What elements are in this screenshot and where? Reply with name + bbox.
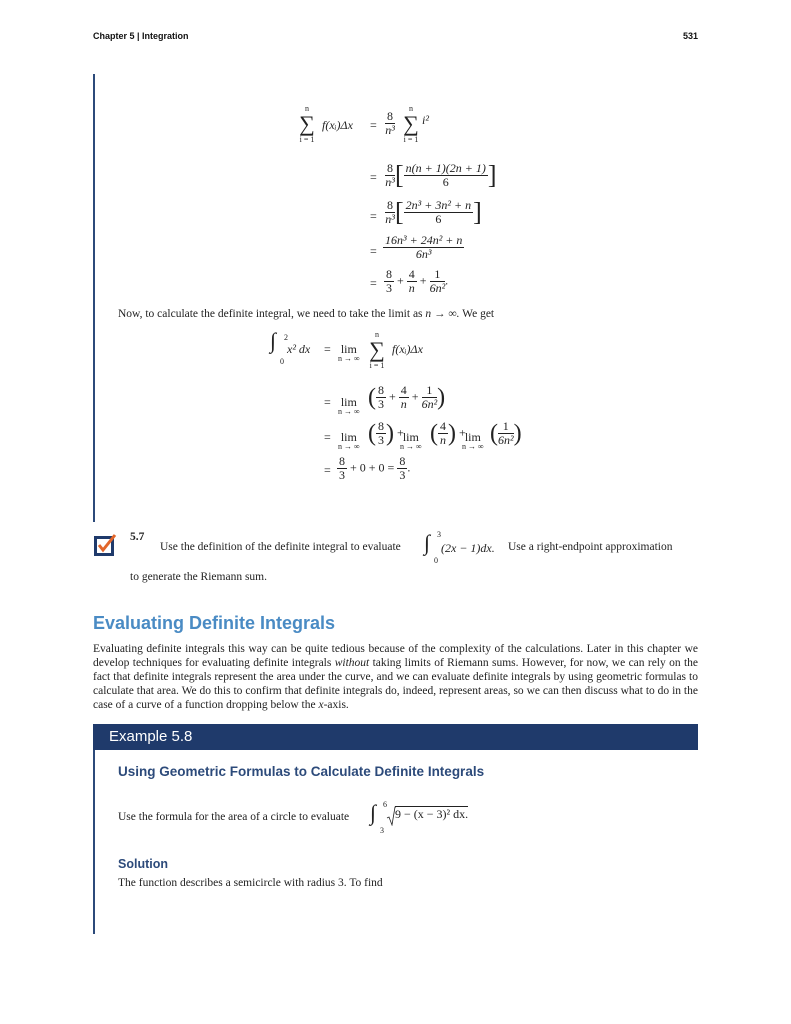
integral-symbol: ∫ (270, 328, 277, 353)
limit-equals-4: = (324, 463, 331, 477)
example-int-lower: 3 (380, 826, 384, 835)
section-p1-em: without (334, 657, 370, 669)
step2-expr: $\frac{8}{\text{n³}}$ [ $\frac{n(n + 1)(2n + 1)}{6}$ ] (385, 160, 497, 190)
l2-c-den: 6n² (421, 397, 438, 411)
step3-inner-num: 2n³ + 3n² + n (405, 198, 472, 212)
step2-coef-den: n³ (385, 175, 395, 189)
step5-a-num: 8 (386, 267, 392, 281)
sigma-symbol-2: ∑ (403, 111, 419, 136)
l3-b-num: 4 (440, 419, 446, 433)
step4-num: 16n³ + 24n² + n (385, 233, 463, 247)
lim-sub-3a: n → ∞ (338, 442, 360, 451)
l2-b-den: n (400, 397, 407, 411)
sum-upper-2: n (409, 104, 413, 113)
sum-sigma-2 (399, 104, 423, 144)
section-title: Evaluating Definite Integrals (93, 613, 336, 633)
section-p2-em: x (318, 699, 324, 711)
l4-zero-plus: + 0 + 0 = (350, 460, 395, 475)
l4-final-den: 3 (399, 468, 406, 482)
lim-sub-2: n → ∞ (338, 407, 360, 416)
lim-sub-3c: n → ∞ (462, 442, 484, 451)
limit-sum-lower: i = 1 (369, 361, 385, 370)
checkpoint-integrand: (2x − 1)dx. (441, 541, 495, 555)
limit-integrand: x² dx (287, 342, 311, 356)
step1-tail: i² (422, 113, 429, 127)
left-rule-top (93, 74, 95, 522)
sum-lower-2: i = 1 (403, 135, 419, 144)
equals-1: = (370, 118, 377, 132)
checkpoint-continuation: to generate the Riemann sum. (130, 571, 268, 583)
limit-intro-expr: n → ∞. (425, 308, 460, 320)
section-p1: Evaluating definite integrals this way can be quite tedious because of the complexity of the calculations. Later in this chapter we develop techniques for evaluating definite integrals (93, 643, 698, 669)
l3-a-den: 3 (378, 433, 384, 447)
equals-5: = (370, 276, 377, 290)
step2-inner-den: 6 (442, 175, 449, 189)
step3-coef-num: 8 (387, 198, 393, 212)
lim-label-3b: lim (402, 430, 419, 444)
lim-label-2: lim (340, 395, 357, 409)
checkpoint-text-before: Use the definition of the definite integral to evaluate (160, 541, 401, 553)
solution-label: Solution (118, 857, 168, 871)
l4-final-num: 8 (399, 454, 406, 468)
checkpoint-integral (424, 532, 430, 554)
limit-int-lower: 0 (280, 357, 284, 366)
checkpoint-int-upper: 3 (437, 530, 441, 539)
limit-line3-a: ( $\frac{8}{3}$ ) + (368, 419, 404, 447)
step1-den: n³ (385, 123, 395, 137)
limit-lim-3a (338, 430, 360, 451)
lim-sub-3b: n → ∞ (400, 442, 422, 451)
limit-line4-expr (337, 455, 410, 482)
example-integral-symbol: ∫ (370, 800, 377, 825)
sigma-symbol: ∑ (299, 111, 315, 136)
limit-sigma-symbol: ∑ (369, 337, 385, 362)
checkpoint-icon (93, 533, 117, 557)
equals-3: = (370, 209, 377, 223)
solution-text: The function describes a semicircle with radius 3. To find (118, 877, 383, 889)
sum-sigma-1 (295, 104, 319, 144)
l3-c-num: 1 (498, 420, 514, 434)
step4-frac (383, 234, 464, 261)
limit-equals-2: = (324, 395, 331, 409)
step5-c-num: 1 (430, 268, 446, 282)
step5-c-den: 6n² (429, 281, 446, 295)
step2-inner-num: n(n + 1)(2n + 1) (405, 161, 486, 175)
section-p2: taking limits of Riemann sums. However, for now, we can rely on the fact that definite integrals represent the area under the curve, and we can evaluate definite integrals by using geometric formulas to calculate that area. We do this to confirm that definite integrals do, indeed, represent areas, so we can then discuss what to do in the case of a curve of a function dropping below the (93, 657, 698, 711)
l2-b-num: 4 (400, 383, 407, 397)
checkpoint-text-after: Use a right-endpoint approximation (508, 541, 673, 553)
limit-intro-line (118, 308, 494, 320)
checkpoint-number: 5.7 (130, 531, 145, 543)
lim-label-3c: lim (464, 430, 481, 444)
limit-line3-c: ( $\frac{1}{\text{6n²}}$ ) (490, 419, 522, 447)
l3-c-den: 6n² (498, 433, 514, 447)
step5-b-num: 4 (408, 267, 415, 281)
step1-frac (385, 110, 395, 137)
lhs-term: f(xᵢ)Δx (322, 118, 353, 132)
step3-expr: $\frac{8}{\text{n³}}$ [ $\frac{\text{2n³ + 3n² + n}}{6}$ ] (385, 197, 482, 227)
lim-label-1: lim (340, 342, 357, 356)
page-number: 531 (683, 31, 699, 41)
equals-2: = (370, 170, 377, 184)
limit-int-upper: 2 (284, 333, 288, 342)
equals-4: = (370, 244, 377, 258)
step4-den: 6n³ (415, 247, 432, 261)
step5-b-den: n (408, 281, 415, 295)
example-label: Example 5.8 (109, 728, 193, 745)
limit-lim-1 (338, 342, 360, 363)
example-integrand: 9 − (x − 3)² dx. (395, 807, 469, 821)
l4-a-den: 3 (339, 468, 345, 482)
limit-sigma (366, 330, 388, 370)
l3-a-num: 8 (378, 419, 384, 433)
l2-a-den: 3 (378, 397, 384, 411)
step5-a-den: 3 (386, 281, 392, 295)
step2-coef-num: 8 (387, 161, 393, 175)
example-title: Using Geometric Formulas to Calculate Definite Integrals (118, 764, 485, 779)
limit-line3-b: ( $\frac{4}{n}$ ) + (430, 419, 466, 447)
limit-equals-3: = (324, 430, 331, 444)
limit-lim-3c (462, 430, 484, 451)
step3-coef-den: n³ (385, 212, 395, 226)
chapter-header: Chapter 5 | Integration (93, 31, 189, 41)
left-rule-example (93, 750, 95, 934)
limit-lim-2 (338, 395, 360, 416)
section-paragraph (93, 642, 698, 712)
limit-sum-upper: n (375, 330, 379, 339)
l2-c-num: 1 (422, 384, 438, 398)
checkpoint-int-lower: 0 (434, 556, 438, 565)
limit-intro-we-get: We get (462, 308, 495, 320)
sum-upper: n (305, 104, 309, 113)
limit-intro-text: Now, to calculate the definite integral, we need to take the limit as (118, 308, 423, 320)
example-header-bar (93, 724, 698, 750)
limit-integral (270, 330, 276, 352)
limit-sum-term: f(xᵢ)Δx (392, 342, 423, 356)
l2-a-num: 8 (378, 383, 384, 397)
section-p3: -axis. (323, 699, 349, 711)
limit-equals-1: = (324, 342, 331, 356)
limit-line2-expr: ( $\frac{8}{3}$ + $\frac{4}{n}$ + $\frac{1}{\text{6n²}}$ ) (368, 383, 446, 411)
example-integral (370, 802, 376, 824)
step3-inner-den: 6 (435, 212, 442, 226)
lim-label-3a: lim (340, 430, 357, 444)
lim-sub-1: n → ∞ (338, 354, 360, 363)
checkpoint-integral-symbol: ∫ (424, 530, 431, 555)
l4-a-num: 8 (339, 454, 345, 468)
example-int-upper: 6 (383, 800, 387, 809)
l3-b-den: n (440, 433, 446, 447)
limit-lim-3b (400, 430, 422, 451)
sum-lower: i = 1 (299, 135, 315, 144)
l4-final-dot: . (407, 460, 411, 475)
step5-expr: $\frac{8}{3}$ + $\frac{4}{n}$ + $\frac{1}{\text{6n²}}$ . (386, 267, 449, 295)
step1-num: 8 (387, 109, 393, 123)
example-prompt: Use the formula for the area of a circle to evaluate (118, 811, 350, 823)
